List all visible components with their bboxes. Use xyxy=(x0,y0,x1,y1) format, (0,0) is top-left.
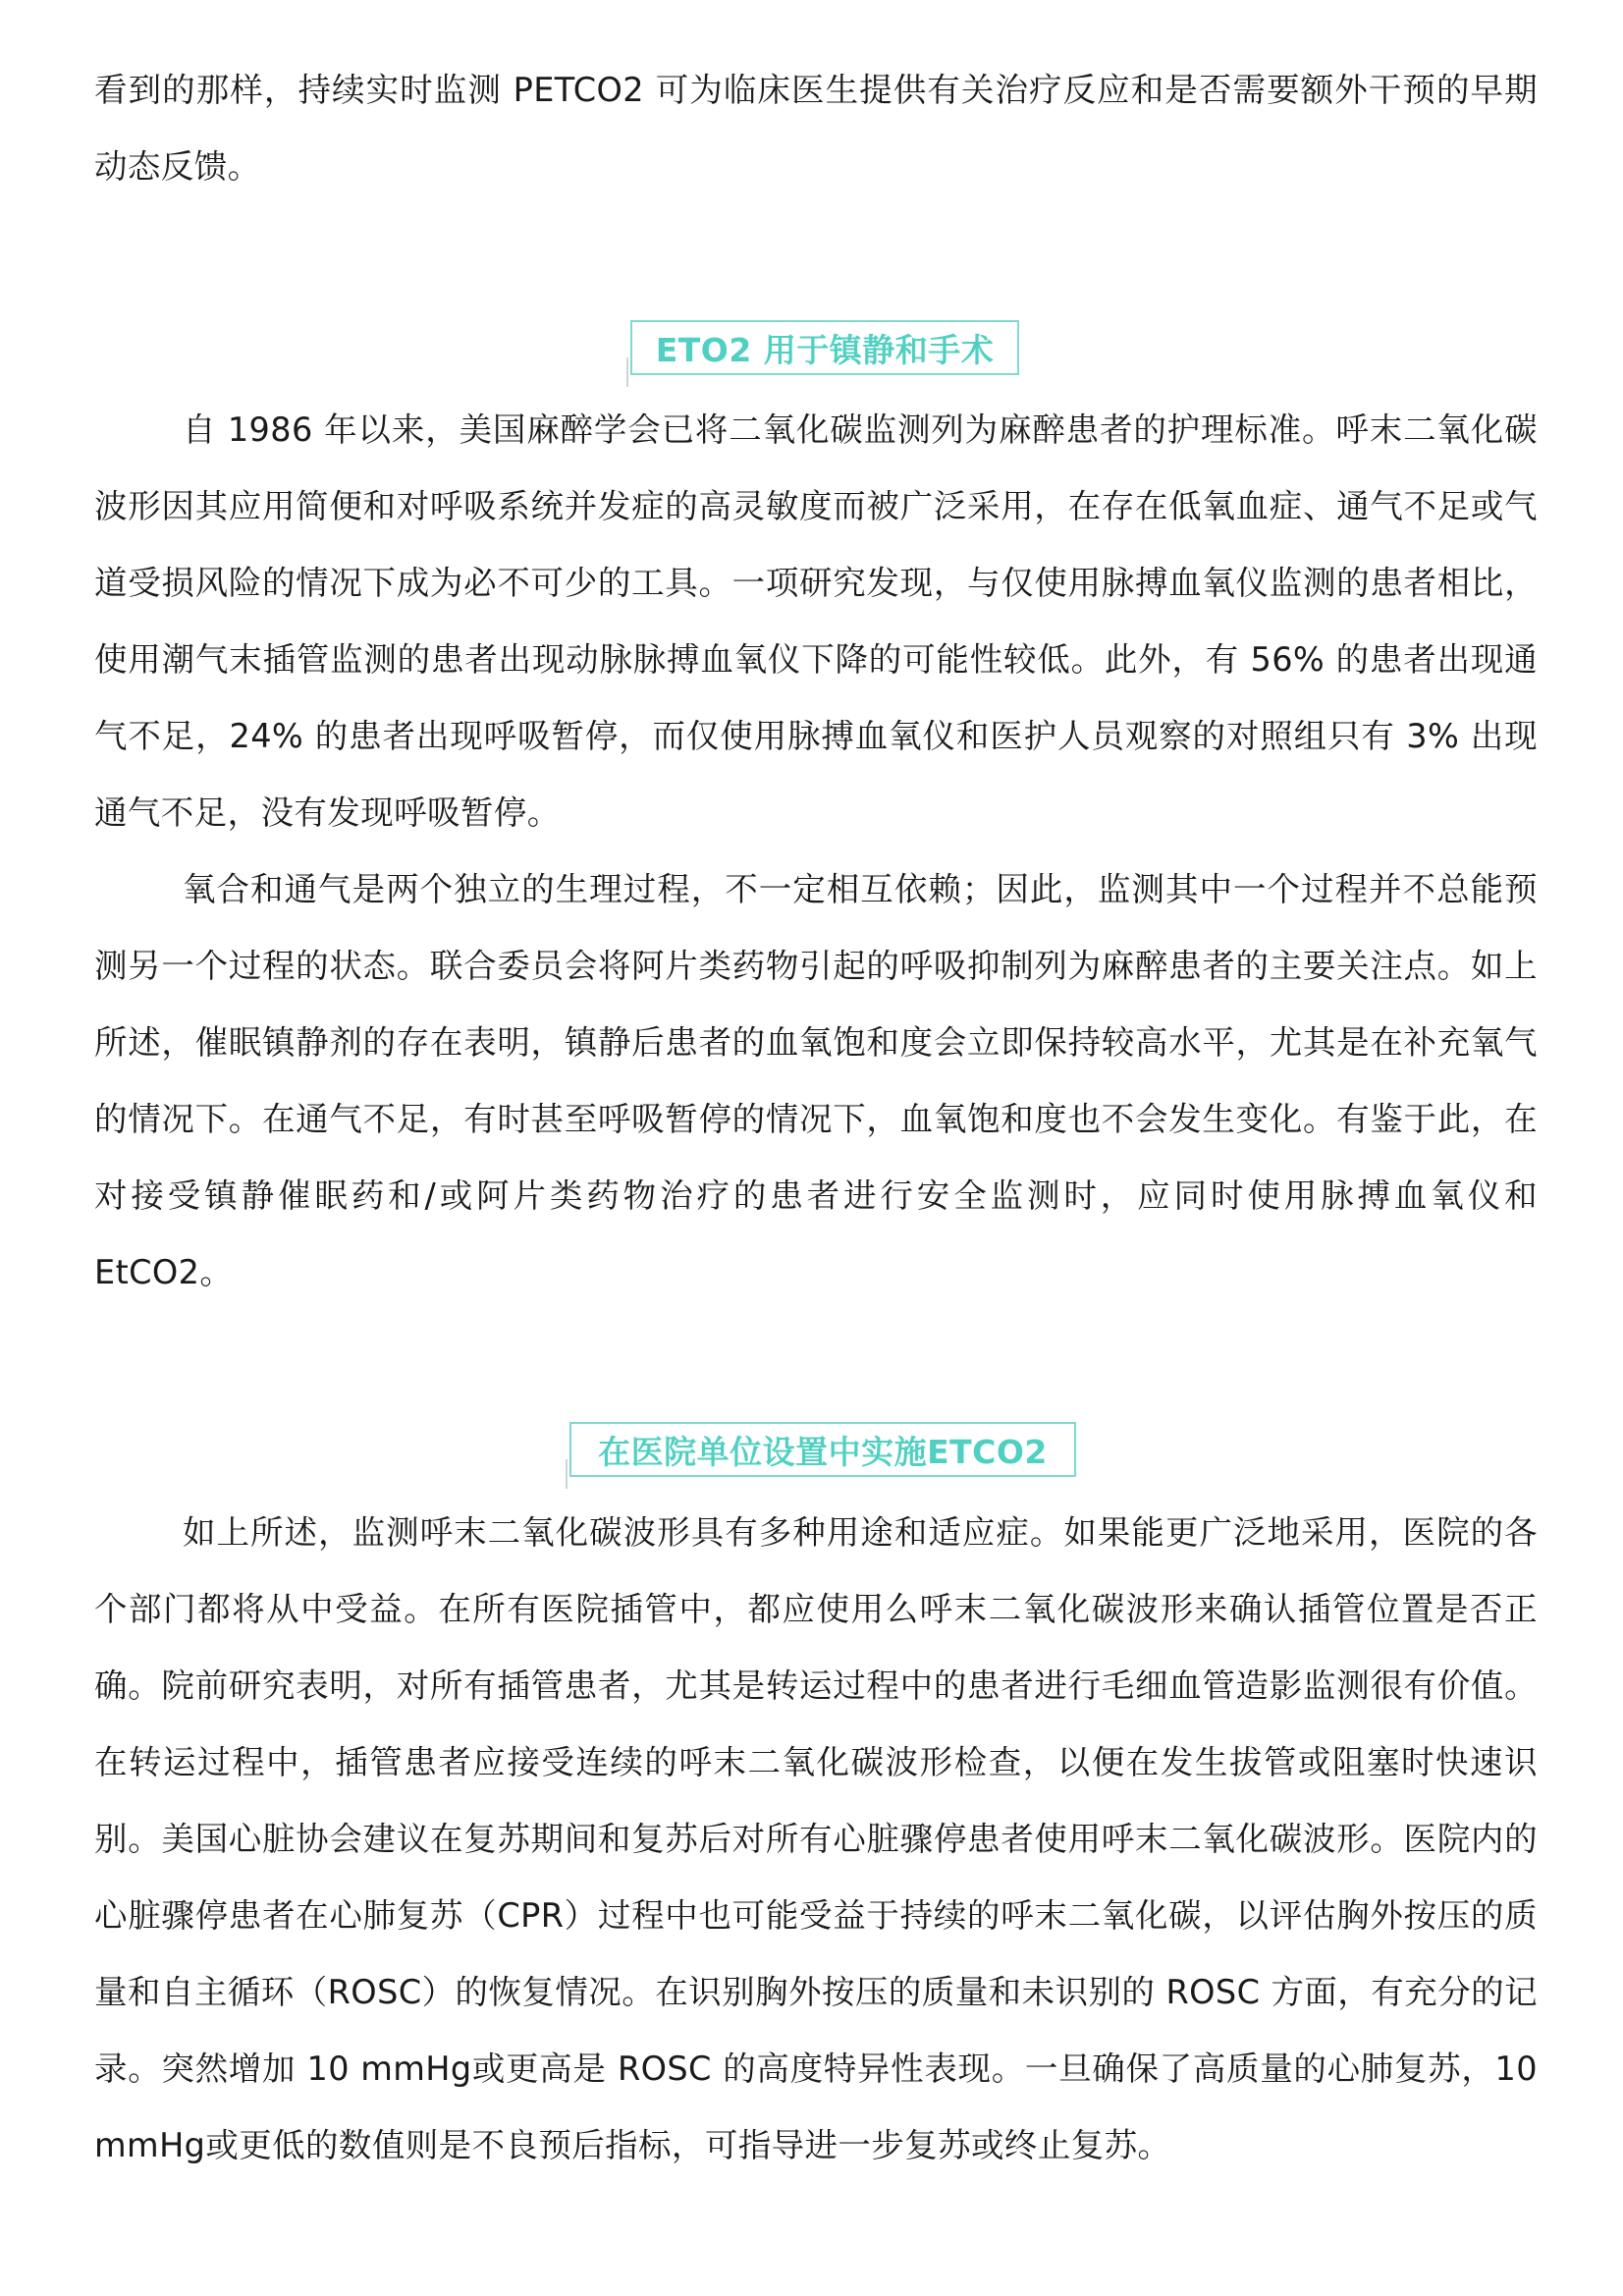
intro-paragraph: 看到的那样，持续实时监测 PETCO2 可为临床医生提供有关治疗反应和是否需要额外干预的早期动态反馈。 xyxy=(94,71,1538,186)
section-heading-sedation xyxy=(630,320,1019,375)
section1-paragraph-2: 氧合和通气是两个独立的生理过程，不一定相互依赖；因此，监测其中一个过程并不总能预测另一个过程的状态。联合委员会将阿片类药物引起的呼吸抑制列为麻醉患者的主要关注点。如上所述，催眠镇静剂的存在表明，镇静后患者的血氧饱和度会立即保持较高水平，尤其是在补充氧气的情况下。在通气不足，有时甚至呼吸暂停的情况下，血氧饱和度也不会发生变化。有鉴于此，在对接受镇静催眠药和/或阿片类药物治疗的患者进行安全监测时，应同时使用脉搏血氧仪和 EtCO2。 xyxy=(94,870,1538,1291)
section-heading-hospital xyxy=(569,1422,1076,1477)
heading-tick-mark xyxy=(626,357,628,387)
heading-tick-mark xyxy=(566,1459,568,1489)
section1-paragraph-1: 自 1986 年以来，美国麻醉学会已将二氧化碳监测列为麻醉患者的护理标准。呼末二氧化碳波形因其应用简便和对呼吸系统并发症的高灵敏度而被广泛采用，在存在低氧血症、通气不足或气道受损风险的情况下成为必不可少的工具。一项研究发现，与仅使用脉搏血氧仪监测的患者相比，使用潮气末插管监测的患者出现动脉脉搏血氧仪下降的可能性较低。此外，有 56% 的患者出现通气不足，24% 的患者出现呼吸暂停，而仅使用脉搏血氧仪和医护人员观察的对照组只有 3% 出现通气不足，没有发现呼吸暂停。 xyxy=(94,410,1538,832)
section-heading-sedation-text: ETO2 用于镇静和手术 xyxy=(655,330,995,369)
section-heading-hospital-text: 在医院单位设置中实施ETCO2 xyxy=(598,1432,1048,1471)
section2-paragraph-1: 如上所述，监测呼末二氧化碳波形具有多种用途和适应症。如果能更广泛地采用，医院的各个部门都将从中受益。在所有医院插管中，都应使用么呼末二氧化碳波形来确认插管位置是否正确。院前研究表明，对所有插管患者，尤其是转运过程中的患者进行毛细血管造影监测很有价值。在转运过程中，插管患者应接受连续的呼末二氧化碳波形检查，以便在发生拔管或阻塞时快速识别。美国心脏协会建议在复苏期间和复苏后对所有心脏骤停患者使用呼末二氧化碳波形。医院内的心脏骤停患者在心肺复苏（CPR）过程中也可能受益于持续的呼末二氧化碳，以评估胸外按压的质量和自主循环（ROSC）的恢复情况。在识别胸外按压的质量和未识别的 ROSC 方面，有充分的记录。突然增加 10 mmHg或更高是 ROSC 的高度特异性表现。一旦确保了高质量的心肺复苏，10 mmHg或更低的数值则是不良预后指标，可指导进一步复苏或终止复苏。 xyxy=(94,1513,1538,2164)
